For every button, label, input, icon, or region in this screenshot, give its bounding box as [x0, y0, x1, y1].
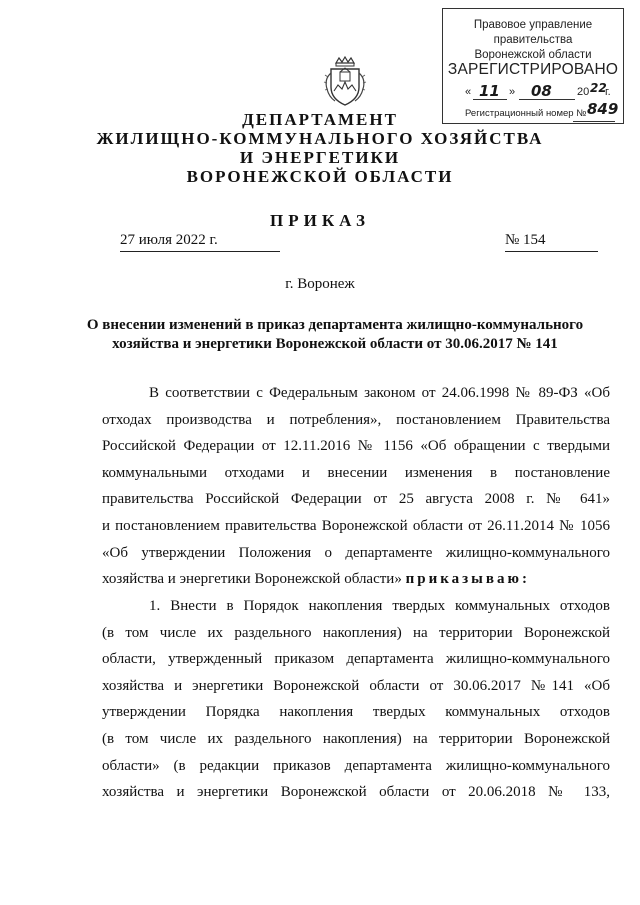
subject-line-1: О внесении изменений в приказ департамента жилищно-коммунального [86, 317, 584, 333]
p1-line: «Об утверждении Положения о департаменте жилищно-коммунального [102, 544, 610, 561]
stamp-month-handwritten: 08 [531, 82, 552, 100]
order-subject [85, 316, 585, 354]
p2-line: (в том числе их раздельного накопления) на территории Воронежской [102, 624, 610, 641]
body-paragraph-2 [102, 593, 610, 806]
p2-line: (в том числе их раздельного накопления) на территории Воронежской [102, 730, 610, 747]
header-line-2: ЖИЛИЩНО-КОММУНАЛЬНОГО ХОЗЯЙСТВА [96, 129, 544, 148]
stamp-year-handwritten: 22 [590, 81, 607, 95]
stamp-year-prefix: 20 [577, 86, 590, 98]
stamp-number-label: Регистрационный номер № [465, 108, 587, 119]
p1-last-line [102, 566, 610, 593]
registration-stamp [442, 8, 624, 124]
order-title: ПРИКАЗ [270, 211, 370, 230]
p2-line: области» (в редакции приказов департамента жилищно-коммунального [102, 757, 610, 774]
header-line-1: ДЕПАРТАМЕНТ [242, 110, 398, 129]
p1-last-text: хозяйства и энергетики Воронежской области» [102, 571, 402, 588]
stamp-org-line1: Правовое управление правительства [473, 19, 593, 46]
header-line-4: ВОРОНЕЖСКОЙ ОБЛАСТИ [186, 167, 454, 186]
stamp-day-handwritten: 11 [479, 82, 500, 100]
stamp-number-handwritten: 849 [587, 100, 619, 118]
subject-line-2: хозяйства и энергетики Воронежской области от 30.06.2017 № 141 [112, 336, 558, 352]
stamp-quote-close: » [509, 86, 516, 98]
p1-line: правительства Российской Федерации от 25 августа 2008 г. № 641» [102, 491, 610, 508]
stamp-quote-open: « [465, 86, 472, 98]
stamp-registered-label: ЗАРЕГИСТРИРОВАНО [447, 61, 619, 78]
p2-line: области, утвержденный приказом департамента жилищно-коммунального [102, 651, 610, 668]
stamp-org-line2: Воронежской области [474, 49, 592, 61]
p2-line: утверждении Порядка накопления твердых коммунальных отходов [102, 704, 610, 721]
p1-line: и постановлением правительства Воронежской области от 26.11.2014 № 1056 [102, 517, 610, 534]
header-line-3: И ЭНЕРГЕТИКИ [239, 148, 401, 167]
stamp-organization [447, 18, 619, 63]
order-city: г. Воронеж [285, 276, 355, 292]
p2-line: хозяйства и энергетики Воронежской области от 20.06.2018 № 133, [102, 784, 610, 801]
p2-line: хозяйства и энергетики Воронежской области от 30.06.2017 №141 «Об [102, 677, 610, 694]
p2-line: 1. Внести в Порядок накопления твердых коммунальных отходов [149, 598, 610, 614]
p1-line: В соответствии с Федеральным законом от 24.06.1998 № 89-ФЗ «Об [149, 385, 610, 401]
order-date [120, 232, 218, 249]
p1-line: коммунальными отходами и внесении изменения в постановление [102, 464, 610, 481]
order-command: приказываю: [405, 571, 530, 588]
coat-of-arms-icon [322, 55, 368, 109]
stamp-year-unit: г. [605, 86, 611, 98]
order-date-text: 27 июля 2022 г. [120, 232, 218, 248]
order-number-text: № 154 [505, 232, 546, 248]
order-number [505, 232, 546, 249]
p1-line: отходах производства и потребления», постановлением Правительства [102, 411, 610, 428]
p1-line: Российской Федерации от 12.11.2016 № 1156 «Об обращении с твердыми [102, 438, 610, 455]
body-paragraph-1 [102, 380, 610, 593]
